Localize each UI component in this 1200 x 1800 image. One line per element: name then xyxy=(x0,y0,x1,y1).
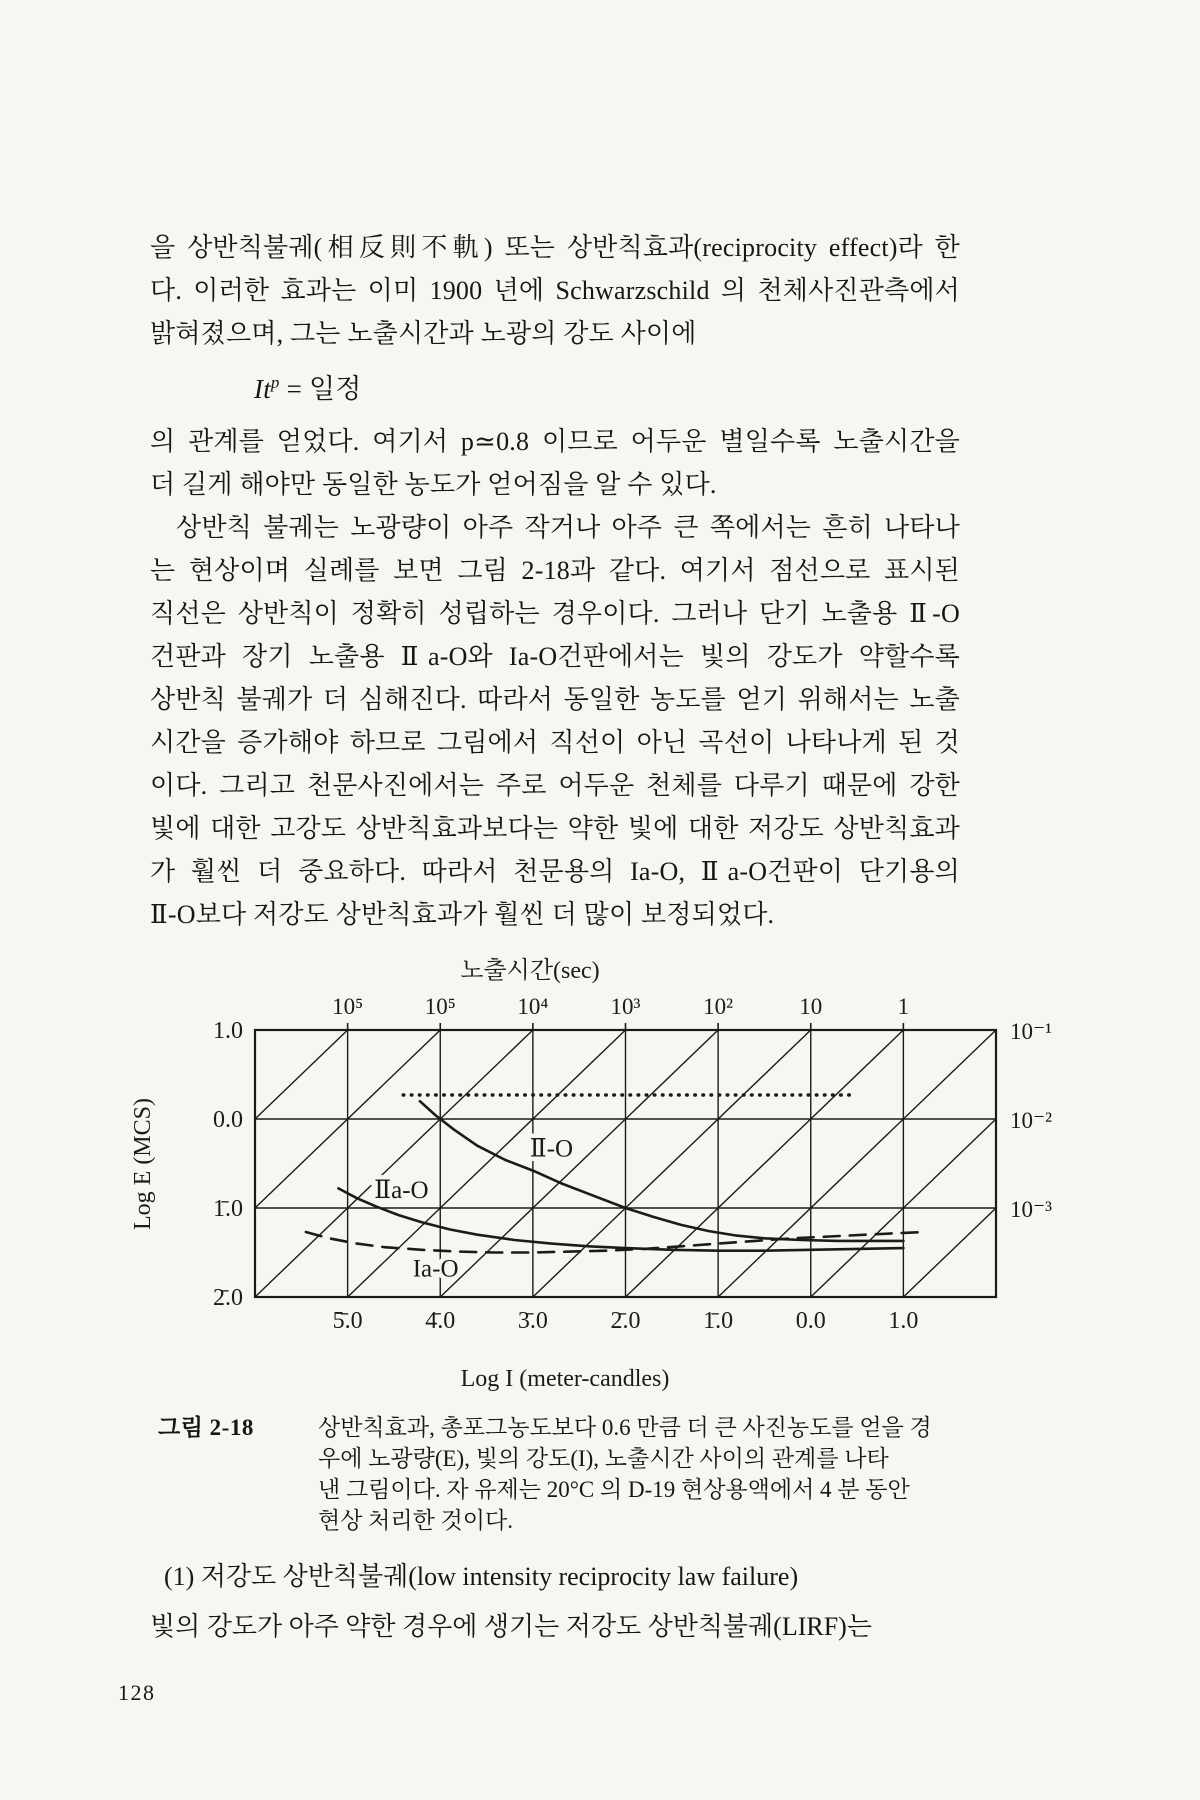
x-tick-label: 4̄.0 xyxy=(425,1308,456,1334)
text-line: 빛의 강도가 아주 약한 경우에 생기는 저강도 상반칙불궤(LIRF)는 xyxy=(150,1612,872,1641)
text-line: 빛에 대한 고강도 상반칙효과보다는 약한 빛에 대한 저강도 상반칙효과 xyxy=(150,814,960,843)
curve-II-O xyxy=(420,1101,904,1241)
diagonal-time-line xyxy=(255,1030,348,1119)
y-tick-label: 0.0 xyxy=(213,1107,243,1133)
caption-line: 우에 노광량(E), 빛의 강도(I), 노출시간 사이의 관계를 나타 xyxy=(318,1446,889,1471)
section-heading: (1) 저강도 상반칙불궤(low intensity reciprocity law failure) xyxy=(164,1562,799,1591)
figure-caption-text xyxy=(318,1412,968,1536)
x-tick-label: 3̄.0 xyxy=(517,1308,548,1334)
text-line: 는 현상이며 실례를 보면 그림 2-18과 같다. 여기서 점선으로 표시된 xyxy=(150,556,960,585)
diagonal-time-line xyxy=(255,1030,533,1297)
formula-base: It xyxy=(254,374,271,404)
curve-label-IIa-O: Ⅱa-O xyxy=(374,1177,429,1205)
text-line: 을 상반칙불궤(相反則不軌) 또는 상반칙효과(reciprocity effect)라 한 xyxy=(150,233,960,262)
figure-caption-label: 그림 2-18 xyxy=(158,1415,254,1440)
top-tick-label: 10³ xyxy=(610,994,641,1019)
text-line: 상반칙 불궤가 더 심해진다. 따라서 동일한 농도를 얻기 위해서는 노출 xyxy=(150,685,960,714)
section-1 xyxy=(150,1552,980,1652)
formula-rhs: = 일정 xyxy=(286,374,362,404)
right-tick-label: 10⁻² xyxy=(1010,1108,1053,1133)
diagonal-time-line xyxy=(440,1030,718,1297)
diagonal-time-line xyxy=(903,1208,996,1297)
caption-line: 낸 그림이다. 자 유제는 20°C 의 D-19 현상용액에서 4 분 동안 xyxy=(318,1477,910,1502)
text-line: 이다. 그리고 천문사진에서는 주로 어두운 천체를 다루기 때문에 강한 xyxy=(150,771,960,800)
text-line: 건판과 장기 노출용 Ⅱa-O와 Ia-O건판에서는 빛의 강도가 약할수록 xyxy=(150,642,960,671)
caption-line: 상반칙효과, 총포그농도보다 0.6 만큼 더 큰 사진농도를 얻을 경 xyxy=(318,1415,932,1440)
figure-caption xyxy=(158,1412,968,1536)
y-tick-label: 1.0 xyxy=(213,1018,243,1044)
diagonal-time-line xyxy=(533,1030,811,1297)
x-axis-title: Log I (meter-candles) xyxy=(460,1366,670,1392)
text-line: 가 훨씬 더 중요하다. 따라서 천문용의 Ia-O, Ⅱa-O건판이 단기용의 xyxy=(150,857,960,886)
formula-line xyxy=(254,368,960,411)
reciprocity-chart xyxy=(0,950,1200,1410)
x-tick-label: 0.0 xyxy=(795,1308,826,1334)
right-tick-label: 10⁻¹ xyxy=(1010,1019,1053,1044)
text-line: 상반칙 불궤는 노광량이 아주 작거나 아주 큰 쪽에서는 흔히 나타나 xyxy=(176,513,960,542)
text-line: 시간을 증가해야 하므로 그림에서 직선이 아닌 곡선이 나타나게 된 것 xyxy=(150,728,960,757)
x-tick-label: 1̄.0 xyxy=(703,1308,734,1334)
top-tick-label: 10 xyxy=(799,994,823,1019)
curve-label-II-O: Ⅱ-O xyxy=(529,1135,574,1163)
x-tick-label: 2̄.0 xyxy=(610,1308,641,1334)
caption-line: 현상 처리한 것이다. xyxy=(318,1508,513,1533)
right-tick-label: 10⁻³ xyxy=(1010,1197,1053,1222)
y-tick-label: 2̄.0 xyxy=(213,1285,243,1311)
top-tick-label: 10² xyxy=(703,994,734,1019)
y-tick-label: 1̄.0 xyxy=(213,1196,243,1222)
page-number: 128 xyxy=(118,1680,156,1705)
y-axis-title: Log E (MCS) xyxy=(130,1098,156,1230)
text-line: 밝혀졌으며, 그는 노출시간과 노광의 강도 사이에 xyxy=(150,319,697,348)
top-tick-label: 10⁵ xyxy=(332,994,364,1019)
text-line: 직선은 상반칙이 정확히 성립하는 경우이다. 그러나 단기 노출용 Ⅱ-O xyxy=(150,599,960,628)
chart-title: 노출시간(sec) xyxy=(460,958,600,984)
text-line: Ⅱ-O보다 저강도 상반칙효과가 훨씬 더 많이 보정되었다. xyxy=(150,900,775,929)
curve-label-Ia-O: Ia-O xyxy=(412,1255,459,1283)
text-line: 의 관계를 얻었다. 여기서 p≃0.8 이므로 어두운 별일수록 노출시간을 xyxy=(150,427,960,456)
diagonal-time-line xyxy=(348,1030,626,1297)
text-line: 더 길게 해야만 동일한 농도가 얻어짐을 알 수 있다. xyxy=(150,470,717,499)
formula-exponent: p xyxy=(270,373,280,392)
top-tick-label: 10⁴ xyxy=(517,994,549,1019)
diagonal-time-line xyxy=(626,1030,904,1297)
top-tick-label: 10⁵ xyxy=(424,994,456,1019)
diagonal-time-line xyxy=(718,1030,996,1297)
x-tick-label: 5̄.0 xyxy=(332,1308,363,1334)
body-text xyxy=(150,226,960,936)
x-tick-label: 1.0 xyxy=(888,1308,919,1334)
top-tick-label: 1 xyxy=(897,994,910,1019)
text-line: 다. 이러한 효과는 이미 1900 년에 Schwarzschild 의 천체사진관측에서 xyxy=(150,276,960,305)
